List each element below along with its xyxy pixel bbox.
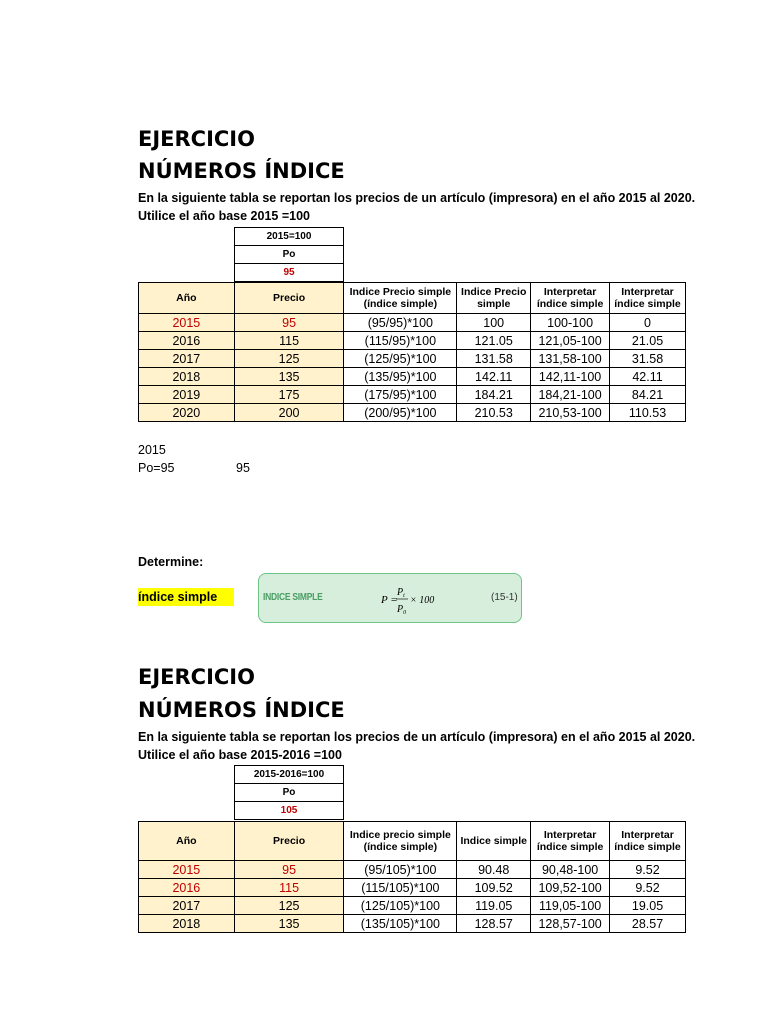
table-row <box>139 897 686 915</box>
cell-index: 109.52 <box>457 879 531 897</box>
po-value: 105 <box>235 802 344 820</box>
highlighted-indice-simple: índice simple <box>138 588 234 606</box>
cell-formula: (95/95)*100 <box>344 314 457 332</box>
cell-index: 142.11 <box>457 368 531 386</box>
cell-index: 210.53 <box>457 404 531 422</box>
header-formula: Indice Precio simple (índice simple) <box>344 283 457 314</box>
cell-year: 2018 <box>139 915 235 933</box>
header-index: Indice simple <box>457 822 531 861</box>
section1-title-ejercicio: EJERCICIO <box>138 127 255 151</box>
formula-times: × 100 <box>410 595 435 606</box>
cell-result: 84.21 <box>610 386 686 404</box>
cell-result: 21.05 <box>610 332 686 350</box>
cell-interpret: 142,11-100 <box>531 368 610 386</box>
cell-price: 200 <box>234 404 344 422</box>
section1-intro: En la siguiente tabla se reportan los precios de un artículo (impresora) en el año 2015 al 2020. <box>138 191 696 205</box>
header-interpret-result: Interpretar índice simple <box>610 822 686 861</box>
section1-index-table <box>138 282 686 422</box>
cell-index: 100 <box>457 314 531 332</box>
cell-result: 0 <box>610 314 686 332</box>
header-year: Año <box>139 822 235 861</box>
cell-price: 125 <box>234 897 344 915</box>
header-price: Precio <box>234 822 344 861</box>
cell-index: 121.05 <box>457 332 531 350</box>
cell-index: 184.21 <box>457 386 531 404</box>
header-index: Indice Precio simple <box>457 283 531 314</box>
formula-numerator: $P_t$ <box>397 587 405 599</box>
cell-year: 2017 <box>139 350 235 368</box>
cell-index: 131.58 <box>457 350 531 368</box>
section1-base-box <box>234 227 344 282</box>
cell-year: 2017 <box>139 897 235 915</box>
cell-interpret: 109,52-100 <box>531 879 610 897</box>
table-row <box>139 879 686 897</box>
cell-price: 95 <box>234 861 344 879</box>
cell-result: 28.57 <box>610 915 686 933</box>
cell-result: 42.11 <box>610 368 686 386</box>
cell-result: 9.52 <box>610 879 686 897</box>
cell-interpret: 128,57-100 <box>531 915 610 933</box>
formula-equation-number: (15-1) <box>491 592 518 603</box>
determine-label: Determine: <box>138 555 204 569</box>
po-label: Po <box>235 784 344 802</box>
table-row <box>139 386 686 404</box>
simple-index-formula <box>381 584 451 618</box>
cell-formula: (200/95)*100 <box>344 404 457 422</box>
base-label: 2015=100 <box>235 228 344 246</box>
cell-index: 119.05 <box>457 897 531 915</box>
section2-index-table <box>138 821 686 933</box>
cell-year: 2016 <box>139 879 235 897</box>
cell-year: 2020 <box>139 404 235 422</box>
table-row <box>139 368 686 386</box>
formula-label: INDICE SIMPLE <box>263 592 323 603</box>
po-value: 95 <box>235 264 344 282</box>
cell-interpret: 100-100 <box>531 314 610 332</box>
cell-result: 19.05 <box>610 897 686 915</box>
cell-formula: (125/105)*100 <box>344 897 457 915</box>
section2-title-ejercicio: EJERCICIO <box>138 665 255 689</box>
table-row <box>139 332 686 350</box>
formula-image <box>258 573 522 623</box>
section1-base-year: Utilice el año base 2015 =100 <box>138 209 310 223</box>
note-po-label: Po=95 <box>138 461 175 475</box>
cell-formula: (115/105)*100 <box>344 879 457 897</box>
cell-interpret: 90,48-100 <box>531 861 610 879</box>
cell-price: 95 <box>234 314 344 332</box>
cell-formula: (175/95)*100 <box>344 386 457 404</box>
cell-formula: (95/105)*100 <box>344 861 457 879</box>
cell-interpret: 210,53-100 <box>531 404 610 422</box>
header-year: Año <box>139 283 235 314</box>
cell-year: 2016 <box>139 332 235 350</box>
cell-interpret: 121,05-100 <box>531 332 610 350</box>
cell-price: 175 <box>234 386 344 404</box>
cell-index: 128.57 <box>457 915 531 933</box>
header-interpret: Interpretar índice simple <box>531 822 610 861</box>
cell-price: 125 <box>234 350 344 368</box>
formula-lhs: P = <box>381 594 398 606</box>
note-po-value: 95 <box>236 461 250 475</box>
table-row <box>139 404 686 422</box>
table-row <box>139 314 686 332</box>
cell-interpret: 119,05-100 <box>531 897 610 915</box>
cell-interpret: 184,21-100 <box>531 386 610 404</box>
section2-title-numeros-indice: NÚMEROS ÍNDICE <box>138 698 345 722</box>
cell-price: 115 <box>234 332 344 350</box>
cell-formula: (135/95)*100 <box>344 368 457 386</box>
section2-intro: En la siguiente tabla se reportan los precios de un artículo (impresora) en el año 2015 al 2020. <box>138 730 696 744</box>
cell-result: 31.58 <box>610 350 686 368</box>
cell-price: 115 <box>234 879 344 897</box>
formula-denominator: $P_0$ <box>397 604 407 616</box>
cell-year: 2015 <box>139 314 235 332</box>
base-label: 2015-2016=100 <box>235 766 344 784</box>
cell-index: 90.48 <box>457 861 531 879</box>
cell-year: 2019 <box>139 386 235 404</box>
section2-base-box <box>234 765 344 820</box>
cell-interpret: 131,58-100 <box>531 350 610 368</box>
table-row <box>139 350 686 368</box>
po-label: Po <box>235 246 344 264</box>
section2-base-year: Utilice el año base 2015-2016 =100 <box>138 748 342 762</box>
cell-year: 2015 <box>139 861 235 879</box>
cell-formula: (125/95)*100 <box>344 350 457 368</box>
cell-result: 9.52 <box>610 861 686 879</box>
header-interpret-result: Interpretar índice simple <box>610 283 686 314</box>
header-formula: Indice precio simple (índice simple) <box>344 822 457 861</box>
header-interpret: Interpretar índice simple <box>531 283 610 314</box>
cell-year: 2018 <box>139 368 235 386</box>
cell-result: 110.53 <box>610 404 686 422</box>
section1-title-numeros-indice: NÚMEROS ÍNDICE <box>138 159 345 183</box>
header-price: Precio <box>234 283 344 314</box>
cell-price: 135 <box>234 368 344 386</box>
note-year: 2015 <box>138 443 166 457</box>
cell-price: 135 <box>234 915 344 933</box>
cell-formula: (135/105)*100 <box>344 915 457 933</box>
cell-formula: (115/95)*100 <box>344 332 457 350</box>
table-row <box>139 861 686 879</box>
table-row <box>139 915 686 933</box>
